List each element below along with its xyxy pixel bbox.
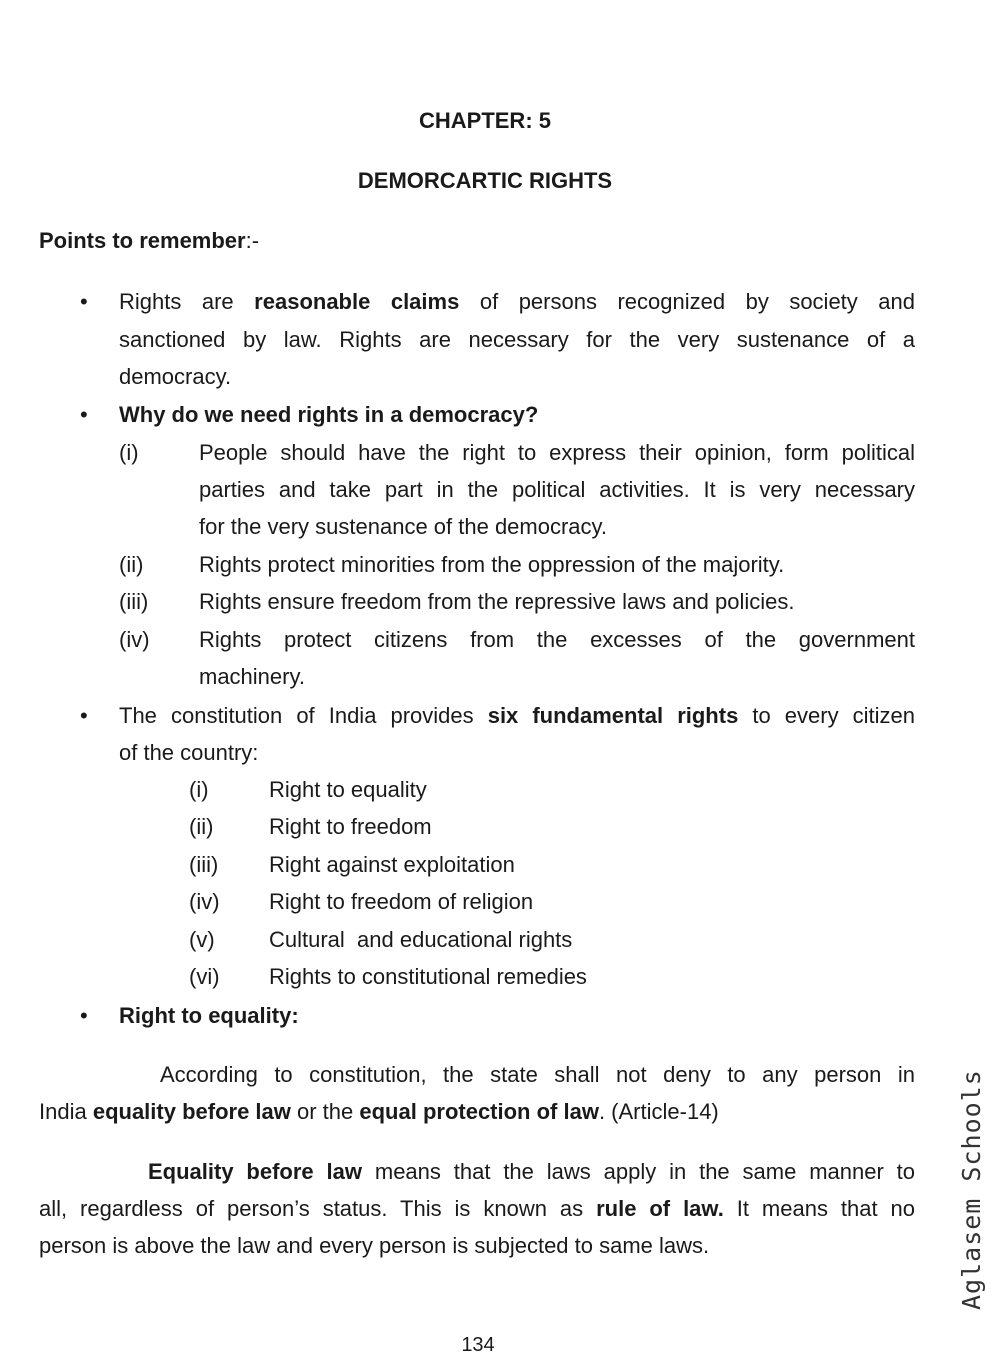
para2-line3: person is above the law and every person is subjected to same laws.	[39, 1233, 710, 1258]
bullet1-line3: democracy.	[119, 364, 232, 389]
bullet2-item4-line1: Rights protect citizens from the excesses of the government	[199, 627, 915, 652]
list-number: (iii)	[119, 589, 149, 614]
list-number: (iv)	[189, 889, 220, 914]
bullet2-item1-line3: for the very sustenance of the democracy.	[199, 514, 608, 539]
para1-bold: equal protection of law	[359, 1099, 599, 1124]
bullet-dot: •	[80, 1003, 88, 1028]
bullet1-line2: sanctioned by law. Rights are necessary for the very sustenance of a	[119, 327, 915, 352]
list-number: (i)	[119, 440, 139, 465]
right-item: Right to freedom	[269, 814, 432, 839]
bullet3-bold: six fundamental rights	[487, 703, 739, 728]
bullet1-text: Rights are	[119, 289, 255, 314]
para2-text: all, regardless of person’s status. This is known as	[39, 1196, 597, 1221]
para2-line2	[39, 1194, 915, 1224]
para2-text: means that the laws apply in the same manner to	[362, 1159, 915, 1184]
bullet2-heading-text: Why do we need rights in a democracy?	[119, 402, 539, 427]
list-number: (ii)	[119, 552, 144, 577]
para1-text: . (Article-14)	[598, 1099, 719, 1124]
list-number: (i)	[189, 777, 209, 802]
para1-text: or the	[290, 1099, 360, 1124]
list-number: (ii)	[189, 814, 214, 839]
right-item: Rights to constitutional remedies	[269, 964, 587, 989]
bullet2-item3: Rights ensure freedom from the repressive laws and policies.	[199, 589, 795, 614]
bullet2-item1-line1: People should have the right to express their opinion, form political	[199, 440, 915, 465]
para1-line1: According to constitution, the state shall not deny to any person in	[160, 1062, 915, 1087]
para1-bold: equality before law	[92, 1099, 291, 1124]
para2-line1	[148, 1157, 915, 1187]
points-heading-suffix: :-	[245, 228, 260, 253]
chapter-title: DEMORCARTIC RIGHTS	[357, 168, 613, 193]
bullet-dot: •	[80, 289, 88, 314]
list-number: (iv)	[119, 627, 150, 652]
para2-text: It means that no	[723, 1196, 916, 1221]
bullet1-bold: reasonable claims	[254, 289, 460, 314]
bullet4-heading	[119, 1001, 299, 1031]
points-heading: Points to remember	[39, 228, 246, 253]
page-number: 134	[461, 1334, 495, 1356]
bullet2-item4-line2: machinery.	[199, 664, 305, 689]
bullet3-text-post: to every citizen	[738, 703, 915, 728]
right-item: Right to freedom of religion	[269, 889, 534, 914]
list-number: (iii)	[189, 852, 219, 877]
watermark: Aglasem Schools	[957, 1069, 986, 1310]
list-number: (vi)	[189, 964, 220, 989]
bullet2-item1-line2: parties and take part in the political activities. It is very necessary	[199, 477, 915, 502]
bullet4-heading-text: Right to equality:	[119, 1003, 299, 1028]
para2-bold: Equality before law	[148, 1159, 362, 1184]
bullet-dot: •	[80, 703, 88, 728]
para2-bold: rule of law.	[596, 1196, 724, 1221]
right-item: Cultural and educational rights	[269, 927, 573, 952]
bullet3-line1	[119, 701, 915, 731]
bullet3-line2: of the country:	[119, 740, 259, 765]
right-item: Right to equality	[269, 777, 427, 802]
right-item: Right against exploitation	[269, 852, 515, 877]
bullet2-item2: Rights protect minorities from the oppression of the majority.	[199, 552, 785, 577]
chapter-number: CHAPTER: 5	[418, 108, 551, 133]
bullet1-text-post: of persons recognized by society and	[459, 289, 916, 314]
points-heading-line	[39, 226, 259, 256]
para1-text: India	[39, 1099, 93, 1124]
para1-line2	[39, 1097, 719, 1127]
bullet3-text: The constitution of India provides	[119, 703, 488, 728]
bullet2-heading	[119, 400, 538, 430]
bullet1-line1	[119, 287, 915, 317]
bullet-dot: •	[80, 402, 88, 427]
list-number: (v)	[189, 927, 215, 952]
